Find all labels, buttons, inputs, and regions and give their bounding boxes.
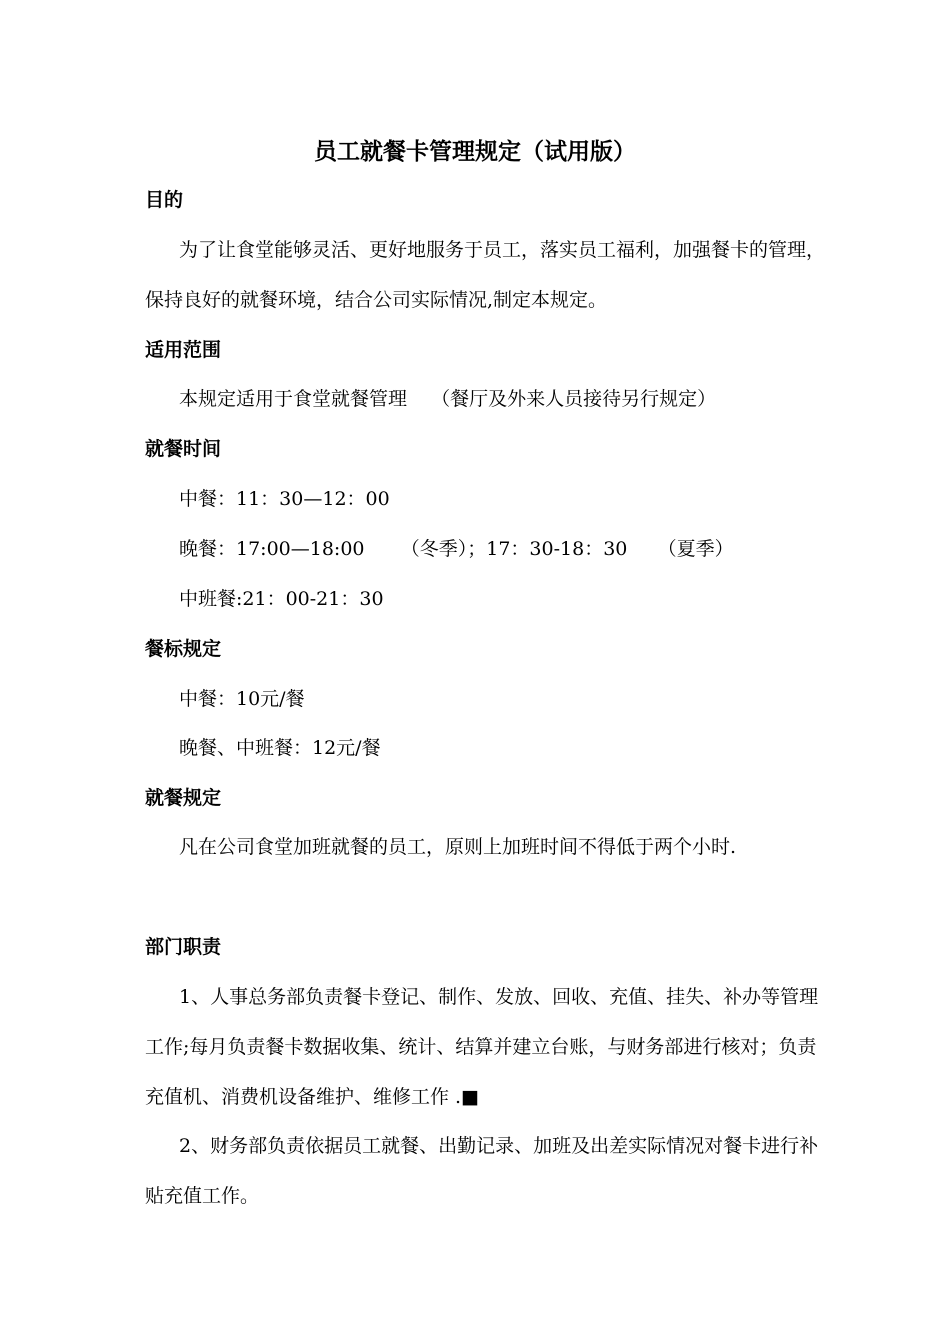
document-title: 员工就餐卡管理规定（试用版） — [314, 139, 636, 165]
meal-time-dinner: 晚餐：17:00—18:00 （冬季）；17：30-18：30 （夏季） — [179, 538, 734, 560]
scope-paragraph: 本规定适用于食堂就餐管理 （餐厅及外来人员接待另行规定） — [179, 388, 717, 410]
dining-rules-heading: 就餐规定 — [145, 787, 222, 809]
meal-time-lunch: 中餐：11：30—12：00 — [179, 488, 390, 510]
dept-duties-item-2: 2、财务部负责依据员工就餐、出勤记录、加班及出差实际情况对餐卡进行补贴充值工作。 — [145, 1135, 819, 1207]
purpose-paragraph: 为了让食堂能够灵活、更好地服务于员工，落实员工福利，加强餐卡的管理，保持良好的就餐环境，结合公司实际情况,制定本规定。 — [145, 239, 826, 311]
scope-heading: 适用范围 — [145, 339, 222, 361]
meal-time-midshift: 中班餐:21：00-21：30 — [179, 588, 384, 610]
meal-standard-lunch: 中餐：10元/餐 — [179, 688, 305, 710]
meal-time-heading: 就餐时间 — [145, 438, 222, 460]
meal-standard-heading: 餐标规定 — [145, 638, 222, 660]
dept-duties-item-1: 1、人事总务部负责餐卡登记、制作、发放、回收、充值、挂失、补办等管理工作;每月负责餐卡数据收集、统计、结算并建立台账，与财务部进行核对；负责充值机、消费机设备维护、维修工作 .■ — [145, 986, 819, 1108]
dept-duties-heading: 部门职责 — [145, 936, 222, 958]
dining-rules-paragraph: 凡在公司食堂加班就餐的员工，原则上加班时间不得低于两个小时. — [179, 836, 737, 858]
meal-standard-dinner: 晚餐、中班餐：12元/餐 — [179, 737, 381, 759]
purpose-heading: 目的 — [145, 189, 184, 211]
